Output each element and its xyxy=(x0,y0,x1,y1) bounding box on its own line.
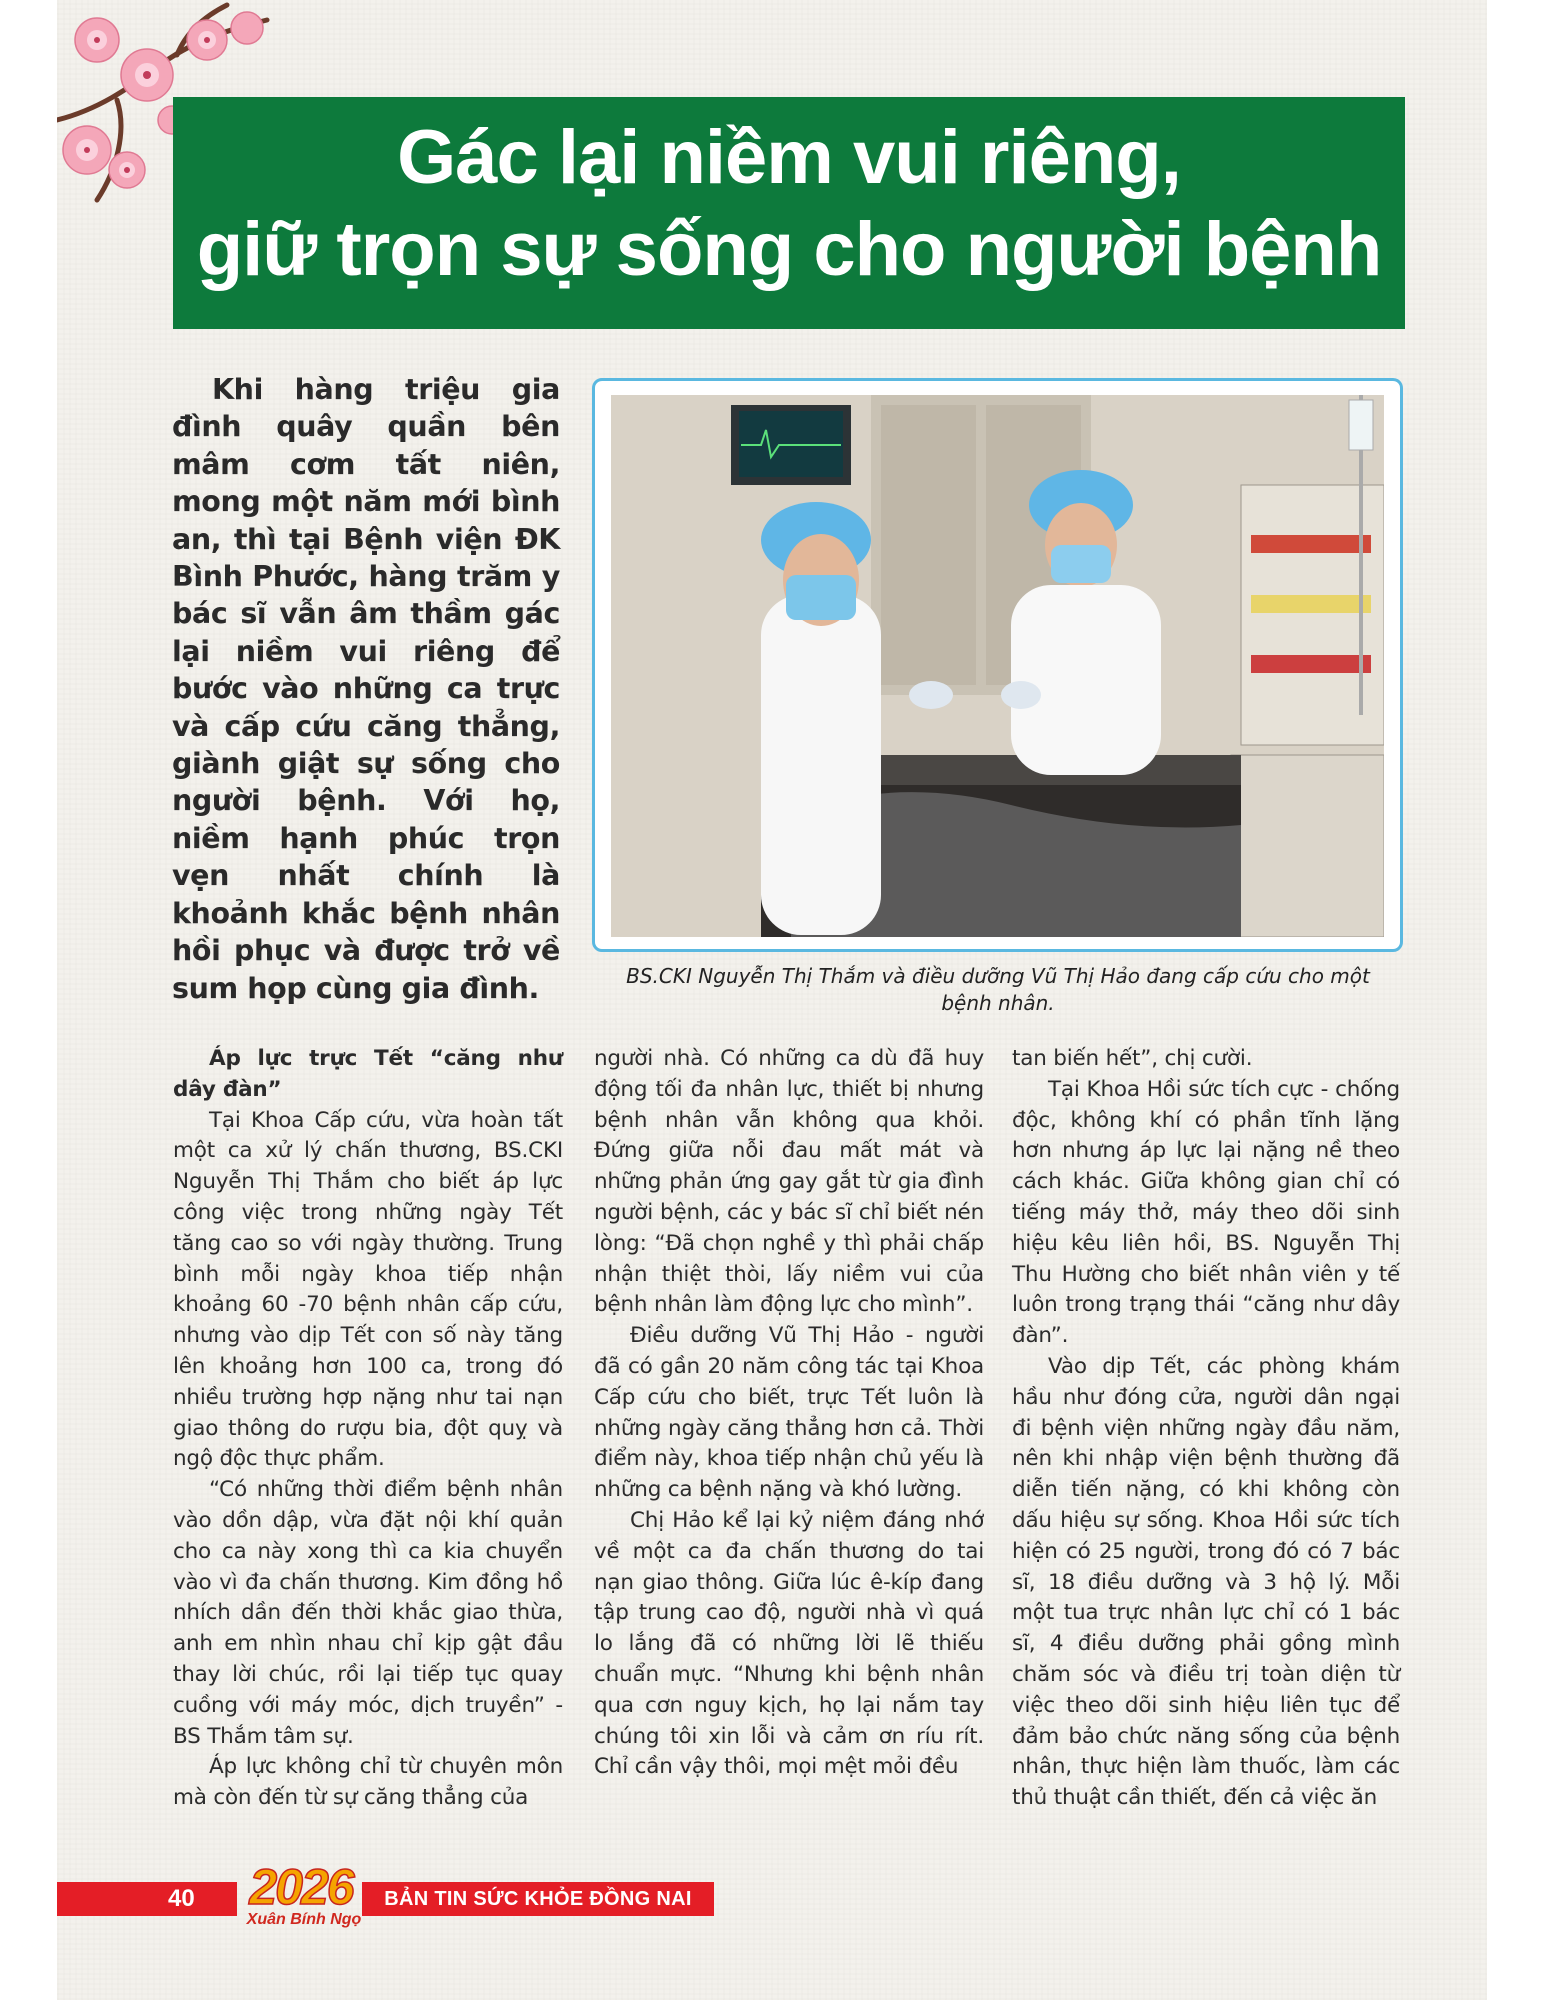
article-title-line-2: giữ trọn sự sống cho người bệnh xyxy=(196,207,1382,292)
body-paragraph: Chị Hảo kể lại kỷ niệm đáng nhớ về một ca đa chấn thương do tai nạn giao thông. Giữa lúc ê-kíp đang tập trung cao độ, người nhà vì quá lo lắng đã có những lời lẽ thiếu chuẩn mực. “Nhưng khi bệnh nhân qua cơn nguy kịch, họ lại nắm tay chúng tôi xin lỗi và cảm ơn ríu rít. Chỉ cần vậy thôi, mọi mệt mỏi đều xyxy=(594,1507,984,1780)
article-title-line-1: Gác lại niềm vui riêng, xyxy=(397,115,1181,200)
body-paragraph: Tại Khoa Hồi sức tích cực - chống độc, không khí có phần tĩnh lặng hơn nhưng áp lực lại nặng nề theo cách khác. Giữa không gian chỉ có tiếng máy thở, máy theo dõi sinh hiệu kêu liên hồi, BS. Nguyễn Thị Thu Hường cho biết nhân viên y tế luôn trong trạng thái “căng như dây đàn”. xyxy=(1012,1076,1400,1349)
year-logo: 2026 xyxy=(249,1859,353,1915)
photo-frame xyxy=(592,378,1403,952)
publication-name: BẢN TIN SỨC KHỎE ĐỒNG NAI xyxy=(384,1888,692,1910)
lead-paragraph: Khi hàng triệu gia đình quây quần bên mâm cơm tất niên, mong một năm mới bình an, thì tại Bệnh viện ĐK Bình Phước, hàng trăm y bác sĩ vẫn âm thầm gác lại niềm vui riêng để bước vào những ca trực và cấp cứu căng thẳng, giành giật sự sống cho người bệnh. Với họ, niềm hạnh phúc trọn vẹn nhất chính là khoảnh khắc bệnh nhân hồi phục và được trở về sum họp cùng gia đình. xyxy=(172,373,560,1005)
photo-caption: BS.CKI Nguyễn Thị Thắm và điều dưỡng Vũ Thị Hảo đang cấp cứu cho một bệnh nhân. xyxy=(626,964,1370,1015)
body-column-1 xyxy=(173,1044,563,1814)
body-column-3 xyxy=(1012,1044,1400,1814)
body-column-2 xyxy=(594,1044,984,1783)
title-band xyxy=(173,97,1405,329)
emergency-room-illustration xyxy=(611,395,1384,937)
footer-bar-left xyxy=(57,1882,237,1916)
body-paragraph: Điều dưỡng Vũ Thị Hảo - người đã có gần 20 năm công tác tại Khoa Cấp cứu cho biết, trực Tết luôn là những ngày căng thẳng hơn cả. Thời điểm này, khoa tiếp nhận chủ yếu là những ca bệnh nặng và khó lường. xyxy=(594,1323,984,1503)
body-paragraph: “Có những thời điểm bệnh nhân vào dồn dập, vừa đặt nội khí quản cho ca này xong thì ca kia chuyển vào vì đa chấn thương. Kim đồng hồ nhích dần đến thời khắc giao thừa, anh em nhìn nhau chỉ kịp gật đầu thay lời chúc, rồi lại tiếp tục quay cuồng với máy móc, dịch truyền” - BS Thắm tâm sự. xyxy=(173,1477,563,1749)
page-number: 40 xyxy=(168,1885,195,1912)
section-subheading: Áp lực trực Tết “căng như dây đàn” xyxy=(173,1046,563,1102)
article-photo xyxy=(611,395,1384,937)
body-paragraph: tan biến hết”, chị cười. xyxy=(1012,1046,1253,1071)
body-paragraph: Áp lực không chỉ từ chuyên môn mà còn đến từ sự căng thẳng của xyxy=(173,1754,563,1811)
body-paragraph: Vào dịp Tết, các phòng khám hầu như đóng cửa, người dân ngại đi bệnh viện những ngày đầu năm, nên khi nhập viện bệnh thường đã diễn tiến nặng, có khi không còn dấu hiệu sự sống. Khoa Hồi sức tích hiện có 25 người, trong đó có 7 bác sĩ, 18 điều dưỡng và 3 hộ lý. Mỗi một tua trực nhân lực chỉ có 1 bác sĩ, 4 điều dưỡng phải gồng mình chăm sóc và điều trị toàn diện từ việc theo dõi sinh hiệu liên tục để đảm bảo chức năng sống của bệnh nhân, thực hiện làm thuốc, làm các thủ thuật cần thiết, đến cả việc ăn xyxy=(1012,1353,1400,1811)
year-subtitle: Xuân Bính Ngọ xyxy=(246,1911,362,1928)
body-paragraph: người nhà. Có những ca dù đã huy động tối đa nhân lực, thiết bị nhưng bệnh nhân vẫn không qua khỏi. Đứng giữa nỗi đau mất mát và những phản ứng gay gắt từ gia đình người bệnh, các y bác sĩ chỉ biết nén lòng: “Đã chọn nghề y thì phải chấp nhận thiệt thòi, lấy niềm vui của bệnh nhân làm động lực cho mình”. xyxy=(594,1046,984,1318)
body-paragraph: Tại Khoa Cấp cứu, vừa hoàn tất một ca xử lý chấn thương, BS.CKI Nguyễn Thị Thắm cho biết áp lực công việc trong những ngày Tết tăng cao so với ngày thường. Trung bình mỗi ngày khoa tiếp nhận khoảng 60 -70 bệnh nhân cấp cứu, nhưng vào dịp Tết con số này tăng lên khoảng hơn 100 ca, trong đó nhiều trường hợp nặng như tai nạn giao thông do rượu bia, đột quỵ và ngộ độc thực phẩm. xyxy=(173,1107,563,1472)
